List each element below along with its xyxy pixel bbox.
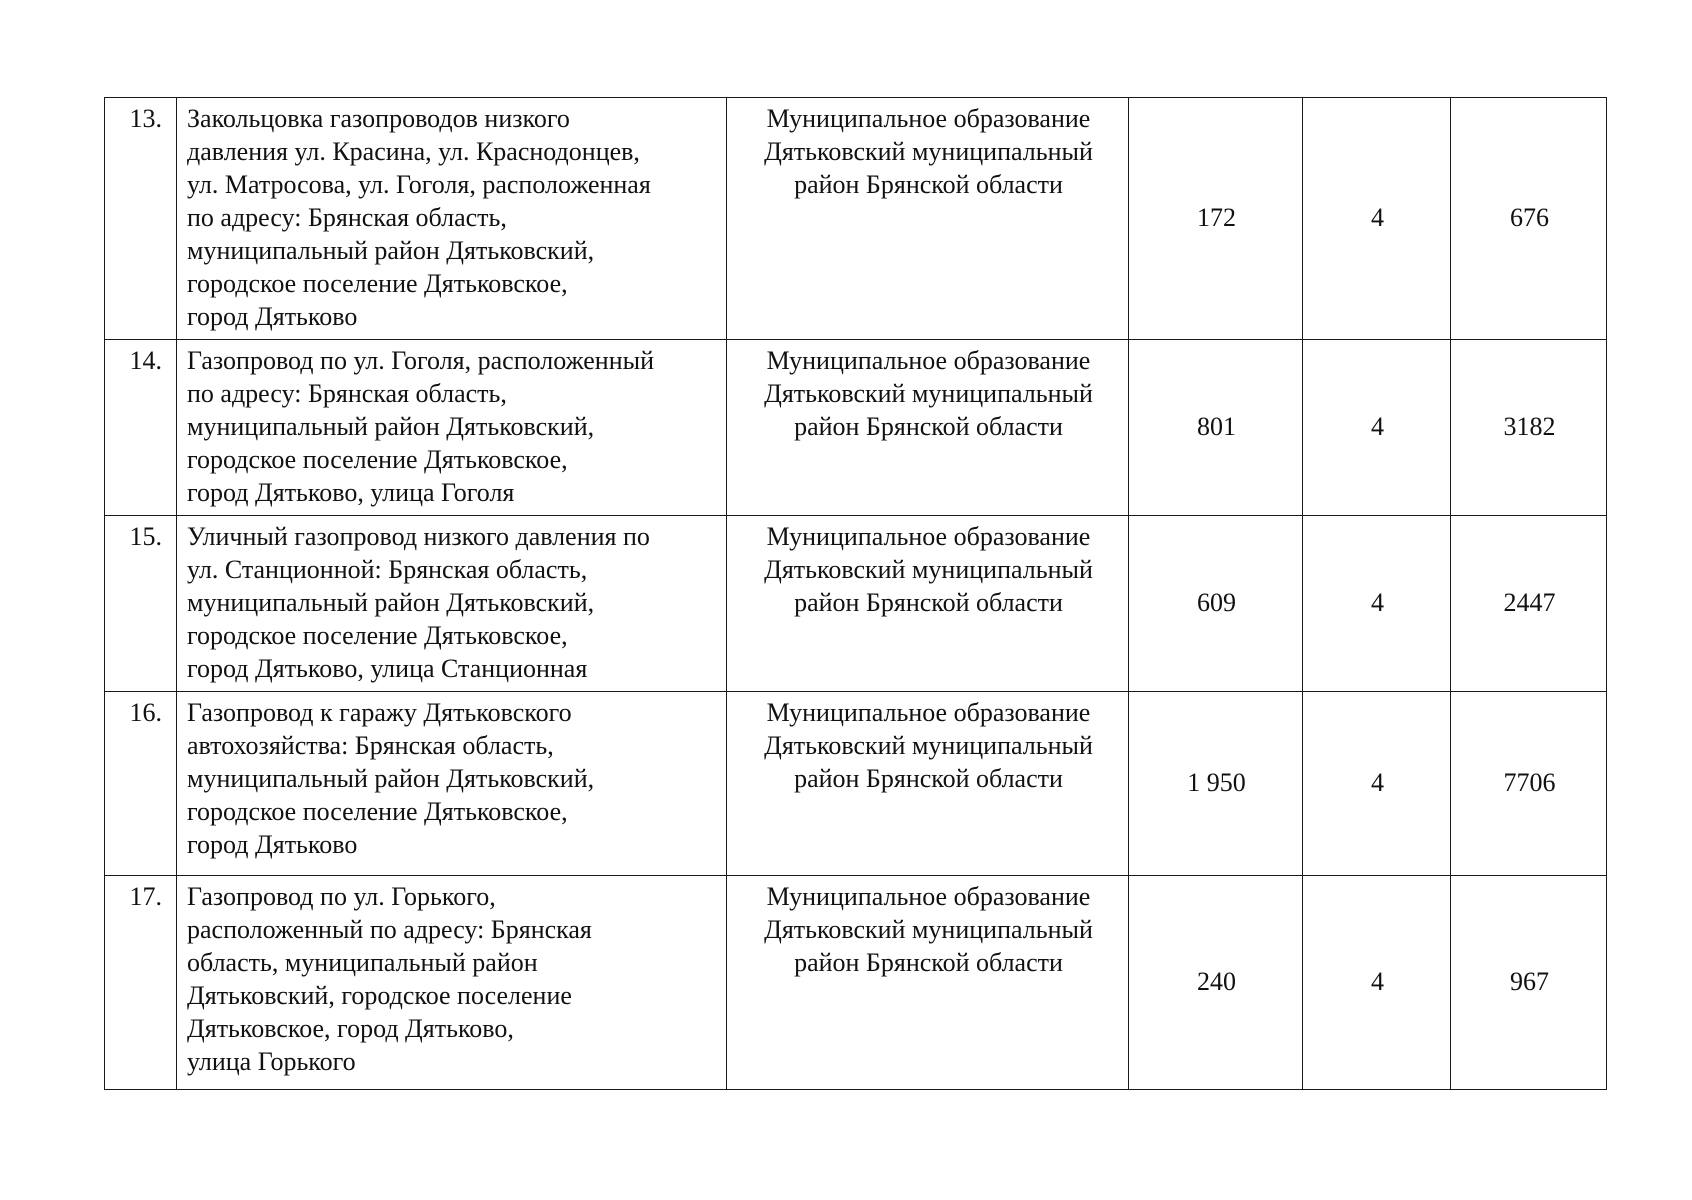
table-row [105, 516, 1607, 692]
value-category: 4 [1303, 516, 1451, 692]
value-amount: 3182 [1451, 340, 1607, 516]
value-length: 801 [1129, 340, 1303, 516]
owner-name: Муниципальное образование Дятьковский муниципальный район Брянской области [727, 692, 1129, 876]
row-number: 14. [105, 340, 177, 516]
row-number: 13. [105, 98, 177, 340]
owner-name: Муниципальное образование Дятьковский муниципальный район Брянской области [727, 98, 1129, 340]
table-row [105, 98, 1607, 340]
value-length: 609 [1129, 516, 1303, 692]
value-amount: 2447 [1451, 516, 1607, 692]
object-description: Газопровод по ул. Гоголя, расположенный по адресу: Брянская область, муниципальный район Дятьковский, городское поселение Дятьковское, город Дятьково, улица Гоголя [177, 340, 727, 516]
gas-pipeline-registry-table [104, 97, 1607, 1090]
object-description: Закольцовка газопроводов низкого давления ул. Красина, ул. Краснодонцев, ул. Матросова, ул. Гоголя, расположенная по адресу: Брянская область, муниципальный район Дятьковский, городское поселение Дятьковское, город Дятьково [177, 98, 727, 340]
row-number: 16. [105, 692, 177, 876]
value-length: 240 [1129, 876, 1303, 1090]
value-amount: 967 [1451, 876, 1607, 1090]
value-length: 1 950 [1129, 692, 1303, 876]
value-amount: 676 [1451, 98, 1607, 340]
value-length: 172 [1129, 98, 1303, 340]
row-number: 17. [105, 876, 177, 1090]
owner-name: Муниципальное образование Дятьковский муниципальный район Брянской области [727, 340, 1129, 516]
object-description: Газопровод по ул. Горького, расположенный по адресу: Брянская область, муниципальный район Дятьковский, городское поселение Дятьковское, город Дятьково, улица Горького [177, 876, 727, 1090]
owner-name: Муниципальное образование Дятьковский муниципальный район Брянской области [727, 876, 1129, 1090]
value-category: 4 [1303, 692, 1451, 876]
table-row [105, 876, 1607, 1090]
value-category: 4 [1303, 876, 1451, 1090]
object-description: Газопровод к гаражу Дятьковского автохозяйства: Брянская область, муниципальный район Дятьковский, городское поселение Дятьковское, город Дятьково [177, 692, 727, 876]
object-description: Уличный газопровод низкого давления по ул. Станционной: Брянская область, муниципальный район Дятьковский, городское поселение Дятьковское, город Дятьково, улица Станционная [177, 516, 727, 692]
value-amount: 7706 [1451, 692, 1607, 876]
row-number: 15. [105, 516, 177, 692]
table-row [105, 340, 1607, 516]
value-category: 4 [1303, 98, 1451, 340]
value-category: 4 [1303, 340, 1451, 516]
owner-name: Муниципальное образование Дятьковский муниципальный район Брянской области [727, 516, 1129, 692]
table-row [105, 692, 1607, 876]
